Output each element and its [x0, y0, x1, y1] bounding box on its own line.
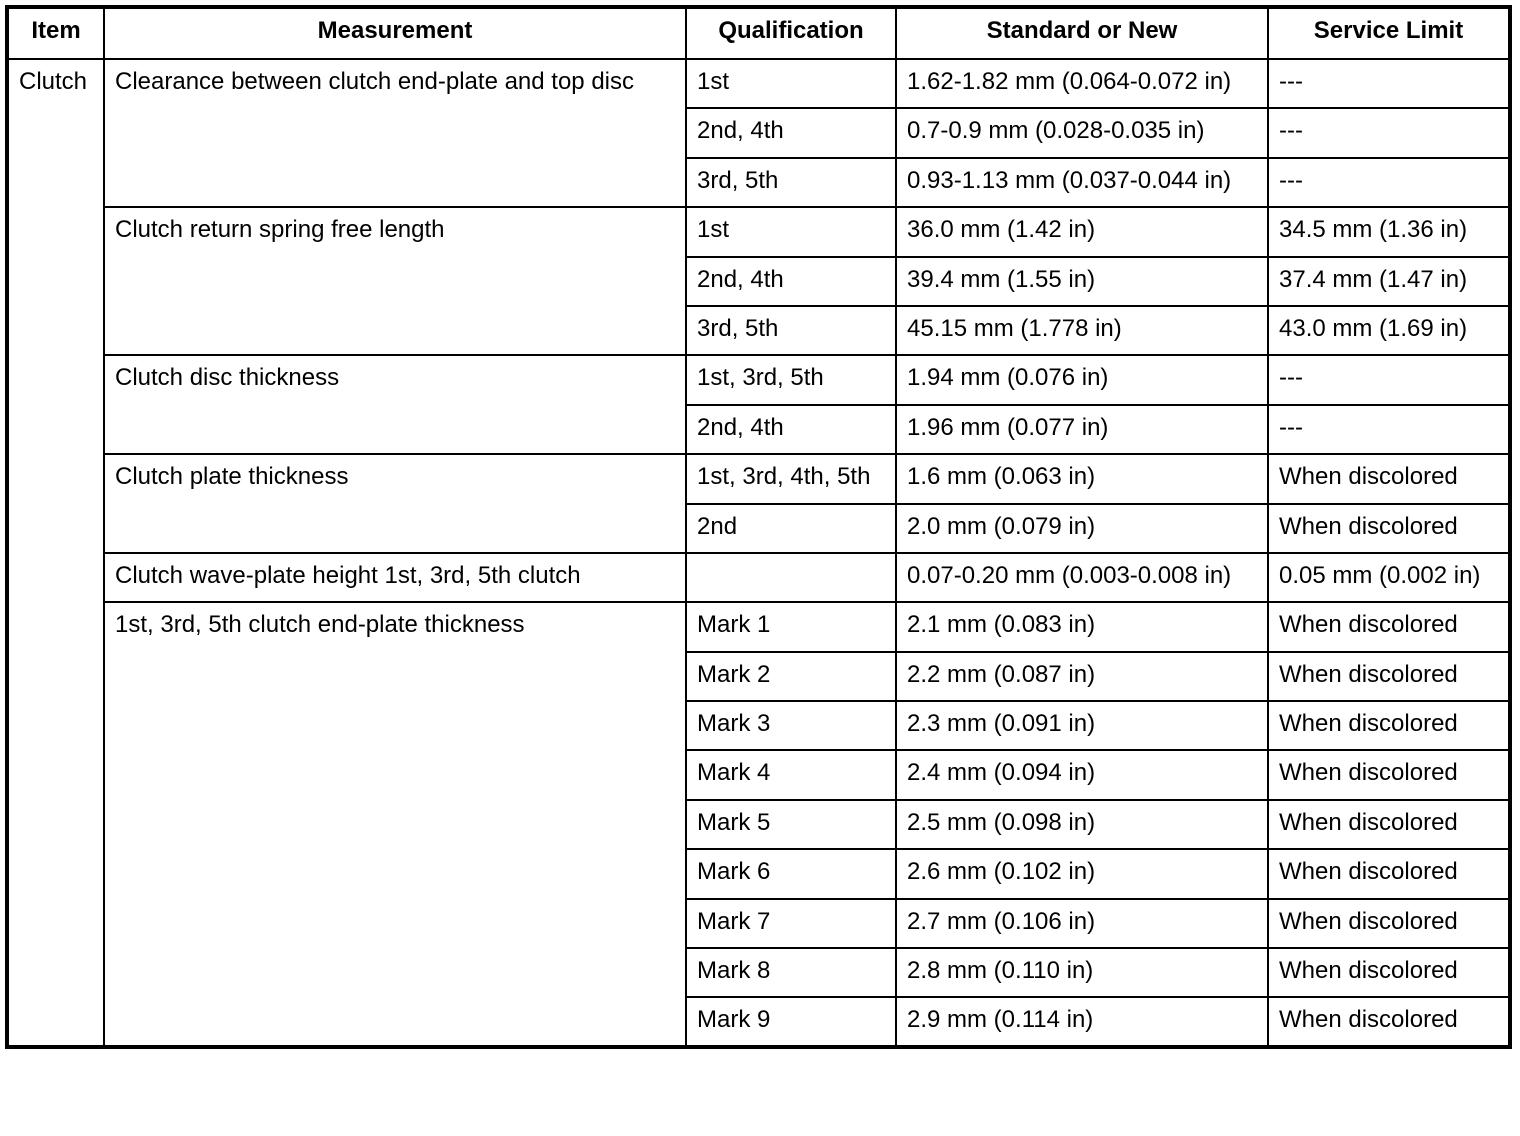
- standard-cell: 39.4 mm (1.55 in): [896, 257, 1268, 306]
- table-row: [7, 59, 1510, 108]
- standard-cell: 2.1 mm (0.083 in): [896, 602, 1268, 651]
- qualification-cell: 3rd, 5th: [686, 306, 896, 355]
- service-limit-cell: When discolored: [1268, 652, 1510, 701]
- standard-cell: 0.07-0.20 mm (0.003-0.008 in): [896, 553, 1268, 602]
- standard-cell: 1.6 mm (0.063 in): [896, 454, 1268, 503]
- service-limit-cell: When discolored: [1268, 750, 1510, 799]
- standard-cell: 1.94 mm (0.076 in): [896, 355, 1268, 404]
- measurement-cell: 1st, 3rd, 5th clutch end-plate thickness: [104, 602, 686, 1047]
- table-row: [7, 207, 1510, 256]
- service-limit-cell: ---: [1268, 108, 1510, 157]
- standard-cell: 1.62-1.82 mm (0.064-0.072 in): [896, 59, 1268, 108]
- standard-cell: 2.3 mm (0.091 in): [896, 701, 1268, 750]
- qualification-cell: 2nd, 4th: [686, 257, 896, 306]
- standard-cell: 1.96 mm (0.077 in): [896, 405, 1268, 454]
- service-limit-cell: 43.0 mm (1.69 in): [1268, 306, 1510, 355]
- measurement-cell: Clutch disc thickness: [104, 355, 686, 454]
- standard-cell: 0.7-0.9 mm (0.028-0.035 in): [896, 108, 1268, 157]
- standard-cell: 2.7 mm (0.106 in): [896, 899, 1268, 948]
- service-limit-cell: When discolored: [1268, 899, 1510, 948]
- table-row: [7, 553, 1510, 602]
- clutch-spec-table: [5, 5, 1512, 1049]
- measurement-cell: Clutch plate thickness: [104, 454, 686, 553]
- qualification-cell: Mark 6: [686, 849, 896, 898]
- service-limit-cell: 34.5 mm (1.36 in): [1268, 207, 1510, 256]
- table-row: [7, 602, 1510, 651]
- header-service-limit: Service Limit: [1268, 7, 1510, 59]
- qualification-cell: 1st, 3rd, 4th, 5th: [686, 454, 896, 503]
- header-row: [7, 7, 1510, 59]
- service-limit-cell: When discolored: [1268, 701, 1510, 750]
- standard-cell: 2.8 mm (0.110 in): [896, 948, 1268, 997]
- service-limit-cell: When discolored: [1268, 504, 1510, 553]
- service-limit-cell: ---: [1268, 405, 1510, 454]
- standard-cell: 2.5 mm (0.098 in): [896, 800, 1268, 849]
- standard-cell: 36.0 mm (1.42 in): [896, 207, 1268, 256]
- service-limit-cell: When discolored: [1268, 454, 1510, 503]
- item-cell: Clutch: [7, 59, 104, 1047]
- service-limit-cell: ---: [1268, 355, 1510, 404]
- qualification-cell: 1st: [686, 207, 896, 256]
- qualification-cell: Mark 4: [686, 750, 896, 799]
- service-limit-cell: When discolored: [1268, 948, 1510, 997]
- qualification-cell: 1st, 3rd, 5th: [686, 355, 896, 404]
- service-limit-cell: ---: [1268, 59, 1510, 108]
- table-row: [7, 454, 1510, 503]
- service-limit-cell: 37.4 mm (1.47 in): [1268, 257, 1510, 306]
- standard-cell: 0.93-1.13 mm (0.037-0.044 in): [896, 158, 1268, 207]
- qualification-cell: 2nd, 4th: [686, 405, 896, 454]
- qualification-cell: [686, 553, 896, 602]
- service-limit-cell: 0.05 mm (0.002 in): [1268, 553, 1510, 602]
- header-standard: Standard or New: [896, 7, 1268, 59]
- standard-cell: 45.15 mm (1.778 in): [896, 306, 1268, 355]
- header-qualification: Qualification: [686, 7, 896, 59]
- table-body: [7, 59, 1510, 1047]
- standard-cell: 2.9 mm (0.114 in): [896, 997, 1268, 1046]
- table-row: [7, 355, 1510, 404]
- standard-cell: 2.0 mm (0.079 in): [896, 504, 1268, 553]
- header-item: Item: [7, 7, 104, 59]
- qualification-cell: Mark 8: [686, 948, 896, 997]
- header-measurement: Measurement: [104, 7, 686, 59]
- service-limit-cell: When discolored: [1268, 602, 1510, 651]
- measurement-cell: Clutch return spring free length: [104, 207, 686, 355]
- qualification-cell: 2nd, 4th: [686, 108, 896, 157]
- qualification-cell: Mark 1: [686, 602, 896, 651]
- qualification-cell: Mark 9: [686, 997, 896, 1046]
- standard-cell: 2.6 mm (0.102 in): [896, 849, 1268, 898]
- service-limit-cell: When discolored: [1268, 849, 1510, 898]
- measurement-cell: Clearance between clutch end-plate and top disc: [104, 59, 686, 207]
- measurement-cell: Clutch wave-plate height 1st, 3rd, 5th clutch: [104, 553, 686, 602]
- standard-cell: 2.2 mm (0.087 in): [896, 652, 1268, 701]
- qualification-cell: 3rd, 5th: [686, 158, 896, 207]
- service-limit-cell: When discolored: [1268, 800, 1510, 849]
- qualification-cell: 1st: [686, 59, 896, 108]
- qualification-cell: Mark 7: [686, 899, 896, 948]
- qualification-cell: Mark 2: [686, 652, 896, 701]
- standard-cell: 2.4 mm (0.094 in): [896, 750, 1268, 799]
- qualification-cell: 2nd: [686, 504, 896, 553]
- service-limit-cell: ---: [1268, 158, 1510, 207]
- qualification-cell: Mark 5: [686, 800, 896, 849]
- service-limit-cell: When discolored: [1268, 997, 1510, 1046]
- qualification-cell: Mark 3: [686, 701, 896, 750]
